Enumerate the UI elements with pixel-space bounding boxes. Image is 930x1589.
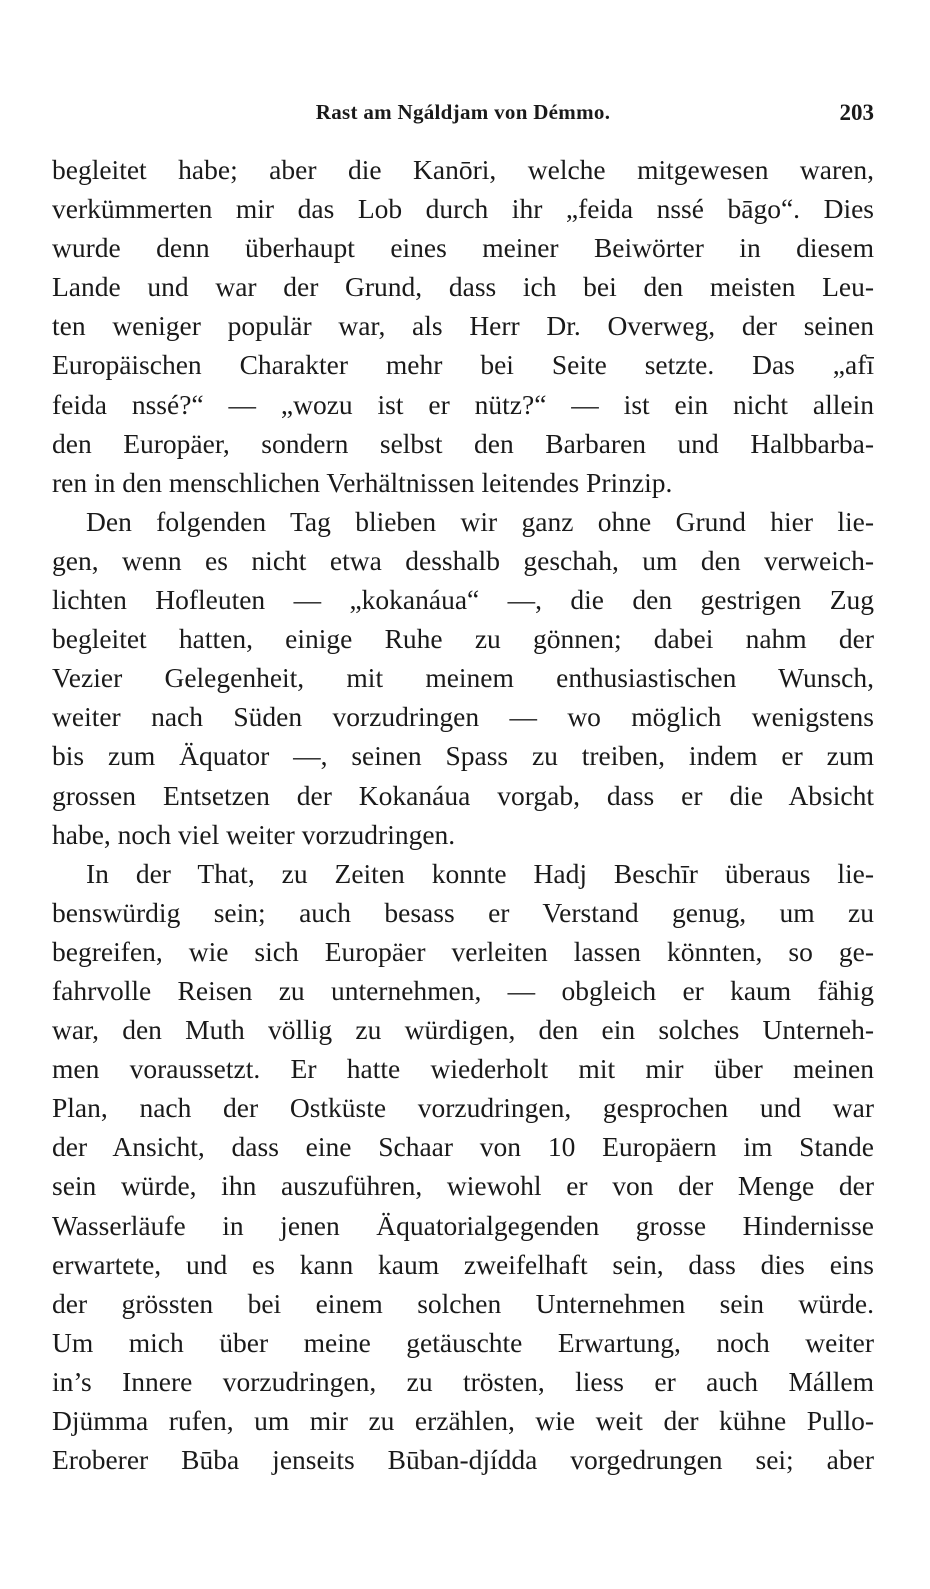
text-line: sein würde, ihn auszuführen, wiewohl er von der Menge der [52,1170,874,1202]
running-title: Rast am Ngáldjam von Démmo. [315,100,611,124]
text-line: habe, noch viel weiter vorzudringen. [52,818,456,850]
text-line: Europäischen Charakter mehr bei Seite setzte. Das „afī [52,349,874,381]
body-text [52,150,874,1479]
text-line: der grössten bei einem solchen Unternehmen sein würde. [52,1287,874,1319]
text-line: erwartete, und es kann kaum zweifelhaft sein, dass dies eins [52,1248,874,1280]
text-line: Um mich über meine getäuschte Erwartung, noch weiter [52,1326,874,1358]
text-line: begreifen, wie sich Europäer verleiten lassen könnten, so ge- [52,935,874,967]
text-line: war, den Muth völlig zu würdigen, den ein solches Unterneh- [52,1014,874,1046]
text-line: lichten Hofleuten — „kokanáua“ —, die den gestrigen Zug [52,584,874,616]
text-line: verkümmerten mir das Lob durch ihr „feida nssé bāgo“. Dies [52,193,874,225]
text-line: der Ansicht, dass eine Schaar von 10 Europäern im Stande [52,1131,874,1163]
text-line: Djümma rufen, um mir zu erzählen, wie weit der kühne Pullo- [52,1405,874,1436]
text-line: gen, wenn es nicht etwa desshalb geschah, um den verweich- [52,544,874,576]
text-line: bis zum Äquator —, seinen Spass zu treiben, indem er zum [52,740,874,772]
text-line: begleitet habe; aber die Kanōri, welche mitgewesen waren, [52,154,874,185]
text-line: weiter nach Süden vorzudringen — wo möglich wenigstens [52,701,874,733]
text-line: fahrvolle Reisen zu unternehmen, — obgleich er kaum fähig [52,974,874,1006]
text-line: In der That, zu Zeiten konnte Hadj Beschīr überaus lie- [86,857,874,889]
text-line: wurde denn überhaupt eines meiner Beiwörter in diesem [52,232,874,264]
text-line: Den folgenden Tag blieben wir ganz ohne Grund hier lie- [86,505,874,537]
running-header [52,100,874,134]
text-line: Eroberer Būba jenseits Būban-djídda vorgedrungen sei; aber [52,1444,874,1476]
text-line: grossen Entsetzen der Kokanáua vorgab, dass er die Absicht [52,779,874,811]
text-line: benswürdig sein; auch besass er Verstand genug, um zu [52,896,874,928]
text-line: begleitet hatten, einige Ruhe zu gönnen; dabei nahm der [52,623,874,655]
text-line: ren in den menschlichen Verhältnissen leitendes Prinzip. [52,466,673,498]
text-line: ten weniger populär war, als Herr Dr. Overweg, der seinen [52,310,874,342]
text-line: Wasserläufe in jenen Äquatorialgegenden grosse Hindernisse [52,1209,874,1241]
text-line: den Europäer, sondern selbst den Barbaren und Halbbarba- [52,427,874,459]
text-line: Plan, nach der Ostküste vorzudringen, gesprochen und war [52,1092,874,1124]
text-line: Vezier Gelegenheit, mit meinem enthusiastischen Wunsch, [52,662,874,694]
page-number: 203 [839,100,874,125]
text-line: men voraussetzt. Er hatte wiederholt mit mir über meinen [52,1053,874,1085]
text-line: feida nssé?“ — „wozu ist er nütz?“ — ist ein nicht allein [52,388,874,420]
text-line: Lande und war der Grund, dass ich bei den meisten Leu- [52,271,874,303]
text-line: in’s Innere vorzudringen, zu trösten, liess er auch Mállem [52,1365,874,1397]
